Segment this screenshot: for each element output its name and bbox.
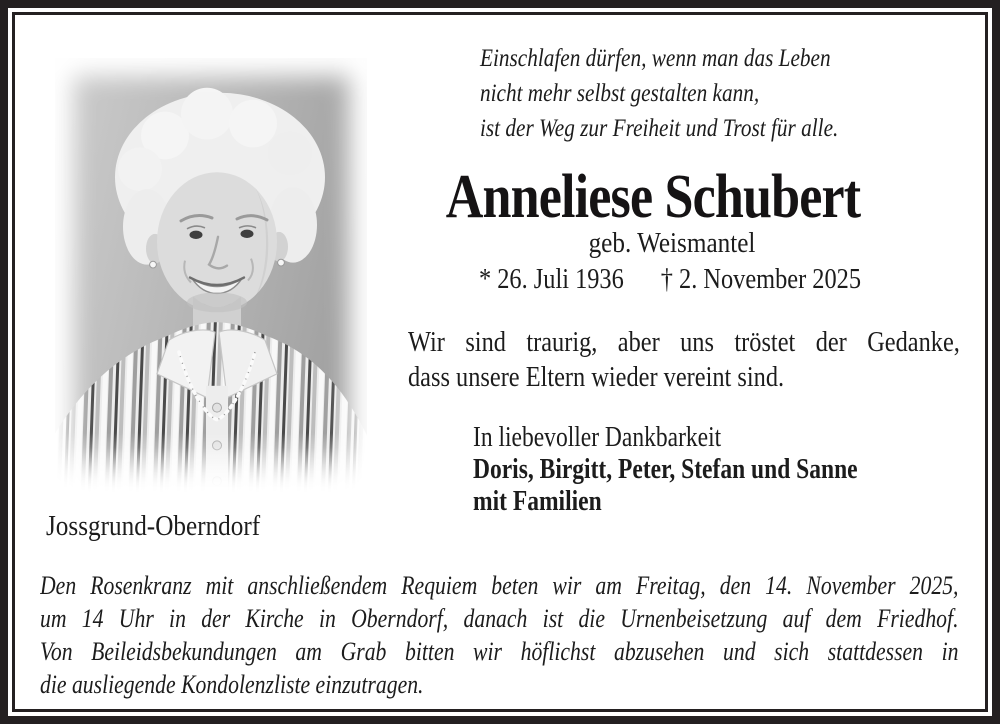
funeral-info xyxy=(40,569,959,701)
birth-date: * 26. Juli 1936 xyxy=(478,263,624,295)
family-names-suffix: mit Familien xyxy=(473,486,602,517)
maiden-name: geb. Weismantel xyxy=(588,228,756,259)
portrait-photo xyxy=(55,58,367,505)
condolence-line: dass unsere Eltern wieder vereint sind. xyxy=(408,361,785,393)
portrait-photo-image xyxy=(55,58,367,505)
notice-sheet xyxy=(8,8,992,716)
gratitude-intro: In liebevoller Dankbarkeit xyxy=(473,422,722,453)
funeral-line: um 14 Uhr in der Kirche in Oberndorf, danach ist die Urnenbeisetzung auf dem Friedhof. xyxy=(40,604,959,633)
funeral-line: Von Beileidsbekundungen am Grab bitten wir höflichst abzusehen und sich stattdessen in xyxy=(40,637,959,666)
epigraph-line: ist der Weg zur Freiheit und Trost für alle. xyxy=(480,115,839,142)
place-name: Jossgrund-Oberndorf xyxy=(46,511,261,542)
funeral-line: die ausliegende Kondolenzliste einzutragen. xyxy=(40,670,424,699)
death-date: † 2. November 2025 xyxy=(660,263,862,295)
funeral-line: Den Rosenkranz mit anschließendem Requiem beten wir am Freitag, den 14. November 2025, xyxy=(40,571,959,600)
epigraph-line: Einschlafen dürfen, wenn man das Leben xyxy=(480,45,831,72)
epigraph xyxy=(480,41,905,146)
epigraph-line: nicht mehr selbst gestalten kann, xyxy=(480,80,760,107)
condolence-line: Wir sind traurig, aber uns tröstet der Gedanke, xyxy=(408,326,960,358)
gratitude-block xyxy=(473,422,960,518)
life-dates xyxy=(438,262,902,296)
deceased-name: Anneliese Schubert xyxy=(445,163,861,231)
condolence-text xyxy=(408,325,960,395)
notice-inner-frame xyxy=(12,12,988,712)
family-names: Doris, Birgitt, Peter, Stefan und Sanne xyxy=(473,454,858,485)
